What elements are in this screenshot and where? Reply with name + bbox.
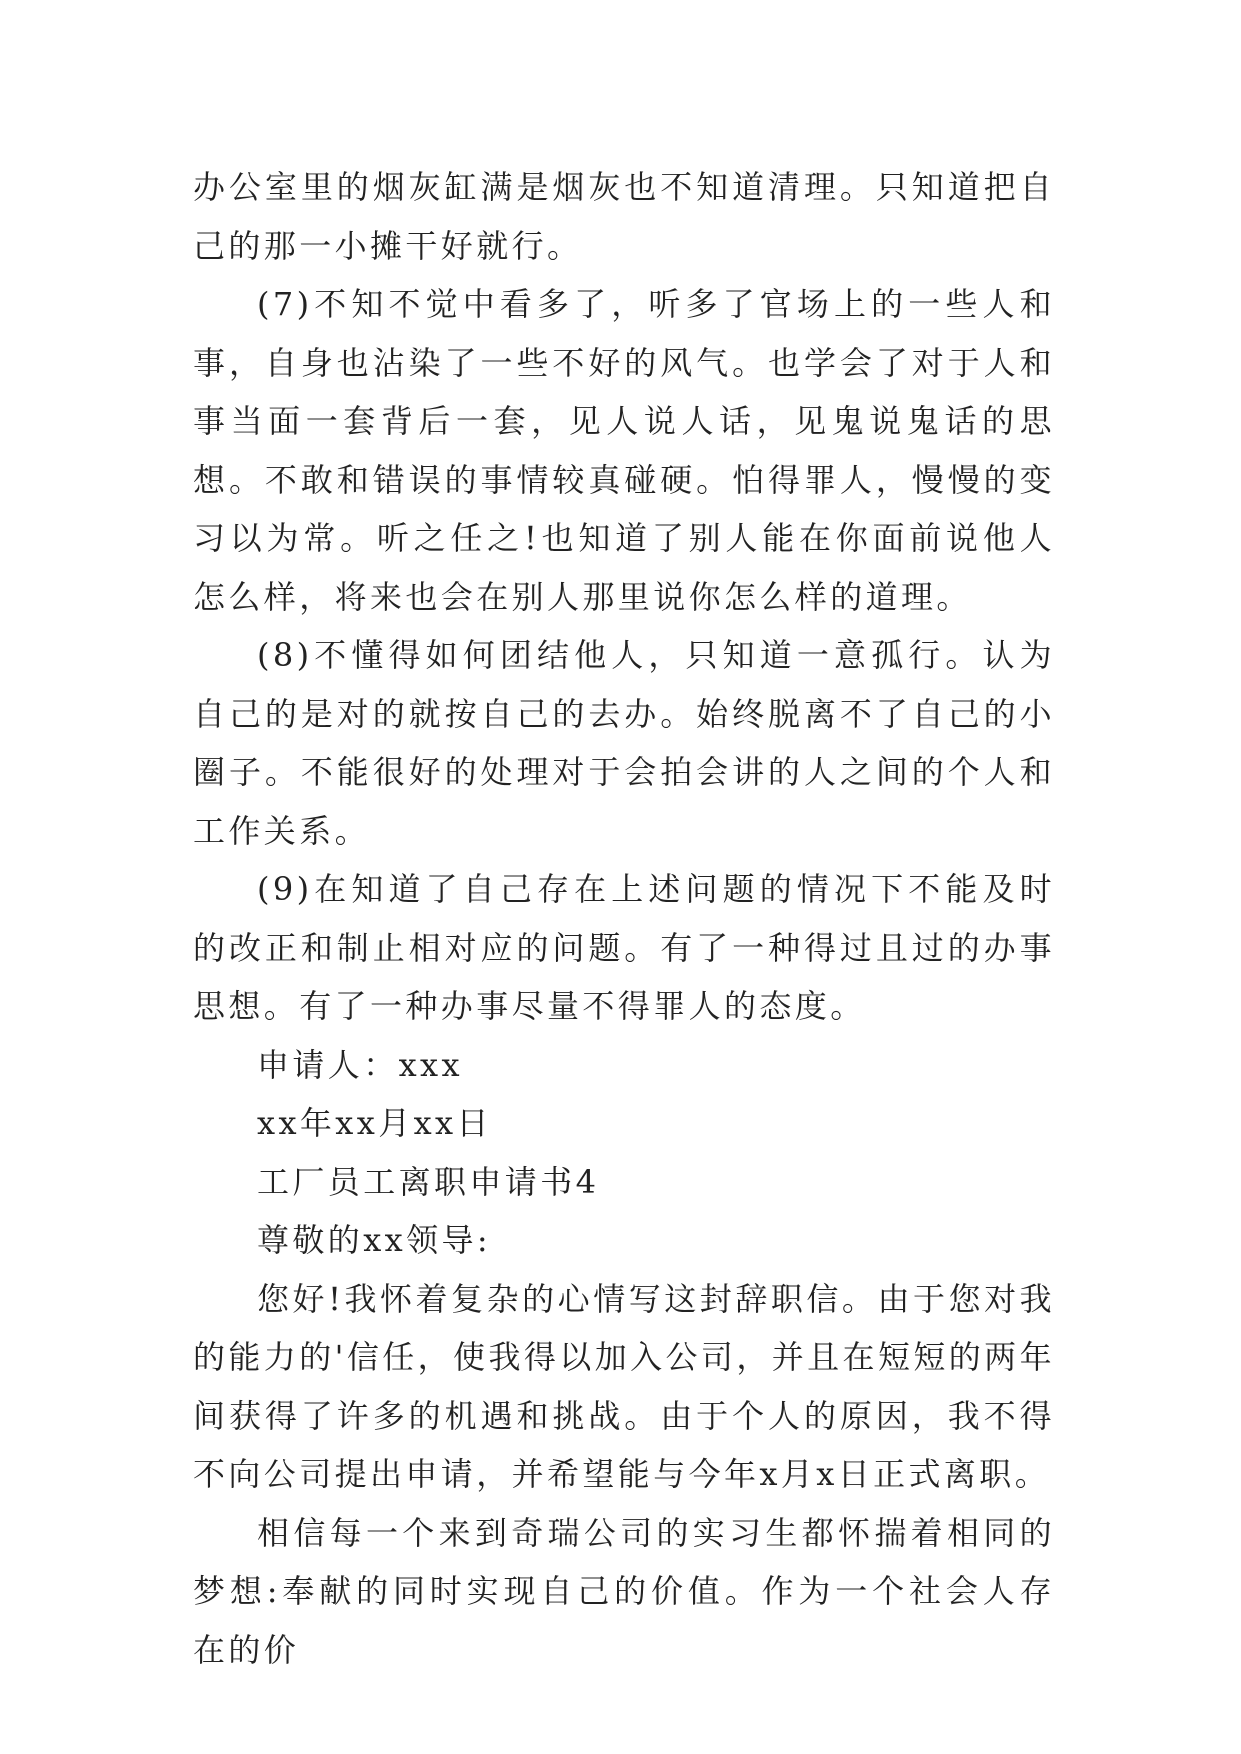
paragraph-item-9: (9)在知道了自己存在上述问题的情况下不能及时的改正和制止相对应的问题。有了一种得过且过的办事思想。有了一种办事尽量不得罪人的态度。 xyxy=(193,870,1055,1025)
applicant-line: 申请人：xxx xyxy=(257,1045,463,1084)
paragraph-closing: 相信每一个来到奇瑞公司的实习生都怀揣着相同的梦想:奉献的同时实现自己的价值。作为一个社会人存在的价 xyxy=(193,1513,1055,1669)
paragraph-greeting: 您好!我怀着复杂的心情写这封辞职信。由于您对我的能力的'信任，使我得以加入公司，并且在短短的两年间获得了许多的机遇和挑战。由于个人的原因，我不得不向公司提出申请，并希望能与今年x月x日正式离职。 xyxy=(193,1279,1055,1493)
section-title: 工厂员工离职申请书4 xyxy=(257,1162,600,1201)
document-body xyxy=(193,158,1055,1679)
salutation: 尊敬的xx领导: xyxy=(257,1221,492,1259)
date-line: xx年xx月xx日 xyxy=(257,1104,492,1142)
paragraph-item-7: (7)不知不觉中看多了，听多了官场上的一些人和事，自身也沾染了一些不好的风气。也学会了对于人和事当面一套背后一套，见人说人话，见鬼说鬼话的思想。不敢和错误的事情较真碰硬。怕得罪人，慢慢的变习以为常。听之任之!也知道了别人能在你面前说他人怎么样，将来也会在别人那里说你怎么样的道理。 xyxy=(193,285,1055,616)
paragraph-continuation: 办公室里的烟灰缸满是烟灰也不知道清理。只知道把自己的那一小摊干好就行。 xyxy=(193,168,1055,265)
paragraph-item-8: (8)不懂得如何团结他人，只知道一意孤行。认为自己的是对的就按自己的去办。始终脱离不了自己的小圈子。不能很好的处理对于会拍会讲的人之间的个人和工作关系。 xyxy=(193,636,1055,850)
